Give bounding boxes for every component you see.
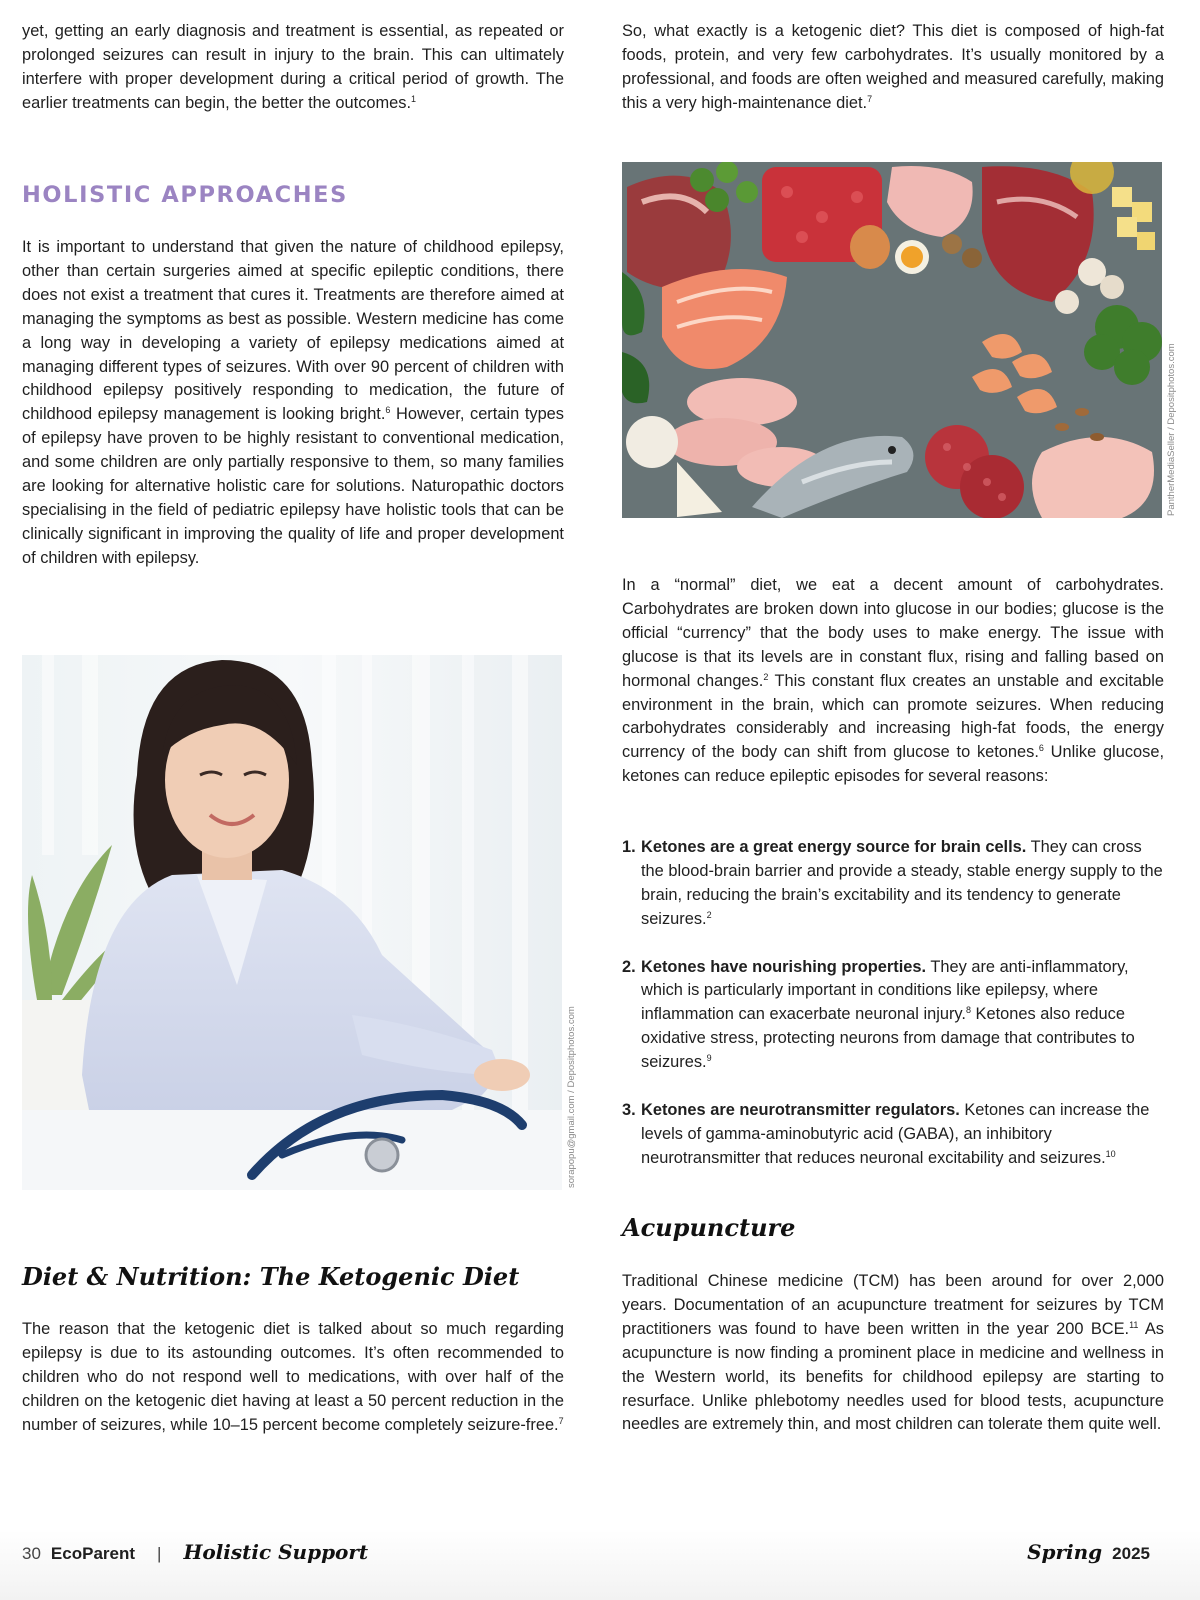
- citation-marker: 6: [1038, 743, 1044, 754]
- citation-marker: 10: [1105, 1148, 1116, 1159]
- reason-lead: Ketones are neurotransmitter regulators.: [641, 1100, 960, 1119]
- issue-year: 2025: [1112, 1544, 1150, 1563]
- keto-intro-paragraph: So, what exactly is a ketogenic diet? This diet is composed of high-fat foods, protein, and very few carbohydrates. It’s usually monitored by a professional, and foods are often weighed and measured carefully, making this a very high-maintenance diet.$^7$: [622, 22, 1164, 112]
- holistic-block: [22, 236, 564, 571]
- footer-right: [1027, 1540, 1150, 1564]
- citation-marker: 9: [706, 1053, 712, 1064]
- footer-left: [22, 1540, 368, 1564]
- footer-separator: |: [157, 1544, 162, 1563]
- citation-marker: 2: [706, 909, 712, 920]
- keto-block: [22, 1318, 564, 1438]
- doctor-photo: [22, 655, 562, 1190]
- reason-number: 2.: [622, 957, 636, 976]
- citation-marker: 7: [558, 1415, 564, 1426]
- citation-marker: 2: [763, 671, 769, 682]
- keto-food-illustration: [622, 162, 1162, 518]
- right-intro-block: [622, 20, 1164, 116]
- normal-diet-block: [622, 574, 1164, 789]
- intro-paragraph: yet, getting an early diagnosis and treatment is essential, as repeated or prolonged seizures can result in injury to the brain. This can ultimately interfere with proper development during a critical period of growth. The earlier treatments can begin, the better the outcomes.$^1$: [22, 22, 564, 112]
- doctor-photo-credit: sorapopu@gmail.com / Depositphotos.com: [566, 1006, 577, 1188]
- reason-number: 1.: [622, 838, 636, 856]
- page-footer: [0, 1530, 1200, 1600]
- normal-diet-paragraph: In a “normal” diet, we eat a decent amount of carbohydrates. Carbohydrates are broken down into glucose in our bodies; glucose is the official “currency” that the body uses to make energy. The issue with glucose is that its levels are in constant flux, rising and falling based on hormonal changes.$^2$ This constant flux creates an unstable and excitable environment in the brain, which can promote seizures. When reducing carbohydrates considerably and increasing high-fat foods, the energy currency of the body can shift from glucose to ketones.$^6$ Unlike glucose, ketones can reduce epileptic episodes for several reasons:: [622, 576, 1164, 786]
- issue-season: Spring: [1027, 1540, 1103, 1564]
- reason-text: They are anti-inflammatory, which is particularly important in conditions like epilepsy, where inflammation can exacerbate neuronal injury.$^8$ Ketones also reduce oxidative stress, protecting neurons from damage that contributes to seizures.$^9$: [641, 957, 1135, 1072]
- holistic-paragraph: It is important to understand that given the nature of childhood epilepsy, other than certain surgeries aimed at specific epileptic conditions, there does not exist a treatment that cures it. Treatments are therefore aimed at managing the symptoms as best as possible. Western medicine has come a long way in developing a variety of epilepsy medications aimed at managing different types of seizures. With over 90 percent of children with childhood epilepsy positively responding to medication, the future of childhood epilepsy management is looking bright.$^6$ However, certain types of epilepsy have proven to be highly resistant to conventional medication, and some children are only partially responsive to them, so many families are looking for alternative holistic care for solutions. Naturopathic doctors specialising in the field of pediatric epilepsy have holistic tools that can be clinically significant in improving the quality of life and proper development of children with epilepsy.: [22, 238, 564, 567]
- reason-text: Ketones can increase the levels of gamma-aminobutyric acid (GABA), an inhibitory neurotransmitter that reduces neuronal excitability and seizures.$^{10}$: [641, 1100, 1150, 1167]
- reasons-list: [622, 836, 1164, 1171]
- magazine-name: EcoParent: [50, 1544, 136, 1563]
- ketogenic-diet-heading: Diet & Nutrition: The Ketogenic Diet: [22, 1262, 520, 1291]
- citation-marker: 1: [411, 93, 417, 104]
- acupuncture-paragraph: Traditional Chinese medicine (TCM) has been around for over 2,000 years. Documentation of an acupuncture treatment for seizures by TCM practitioners was found to have been written in the year 200 BCE.$^{11}$ As acupuncture is now finding a prominent place in medicine and wellness in the Western world, its benefits for childhood epilepsy are starting to resurface. Unlike phlebotomy needles used for blood tests, acupuncture needles are extremely thin, and most children can tolerate them quite well.: [622, 1272, 1164, 1434]
- left-intro-block: [22, 20, 564, 116]
- reason-lead: Ketones have nourishing properties.: [641, 957, 927, 976]
- reasons-block: [622, 836, 1164, 1195]
- reason-item-1: [622, 836, 1164, 932]
- reason-item-2: [622, 956, 1164, 1076]
- food-photo: [622, 162, 1162, 518]
- reason-lead: Ketones are a great energy source for brain cells.: [641, 838, 1027, 856]
- reason-text: They can cross the blood-brain barrier and provide a steady, stable energy supply to the brain, reducing the brain’s excitability and its tendency to generate seizures.$^2$: [641, 838, 1163, 928]
- section-name: Holistic Support: [183, 1540, 369, 1564]
- citation-marker: 7: [867, 93, 873, 104]
- citation-marker: 6: [385, 405, 391, 416]
- citation-marker: 11: [1129, 1319, 1139, 1330]
- acupuncture-block: [622, 1270, 1164, 1437]
- page-number: 30: [22, 1544, 41, 1563]
- food-photo-credit: PantherMediaSeller / Depositphotos.com: [1166, 343, 1177, 516]
- reason-item-3: [622, 1099, 1164, 1171]
- citation-marker: 8: [965, 1005, 971, 1016]
- reason-number: 3.: [622, 1100, 636, 1119]
- doctor-illustration: [22, 655, 562, 1190]
- acupuncture-heading: Acupuncture: [622, 1213, 796, 1242]
- section-heading-holistic-approaches: HOLISTIC APPROACHES: [22, 182, 348, 208]
- keto-paragraph: The reason that the ketogenic diet is talked about so much regarding epilepsy is due to its astounding outcomes. It’s often recommended to children who do not respond well to medications, with over half of the children on the ketogenic diet having at least a 50 percent reduction in the number of seizures, while 10–15 percent become completely seizure-free.$^7$: [22, 1320, 564, 1434]
